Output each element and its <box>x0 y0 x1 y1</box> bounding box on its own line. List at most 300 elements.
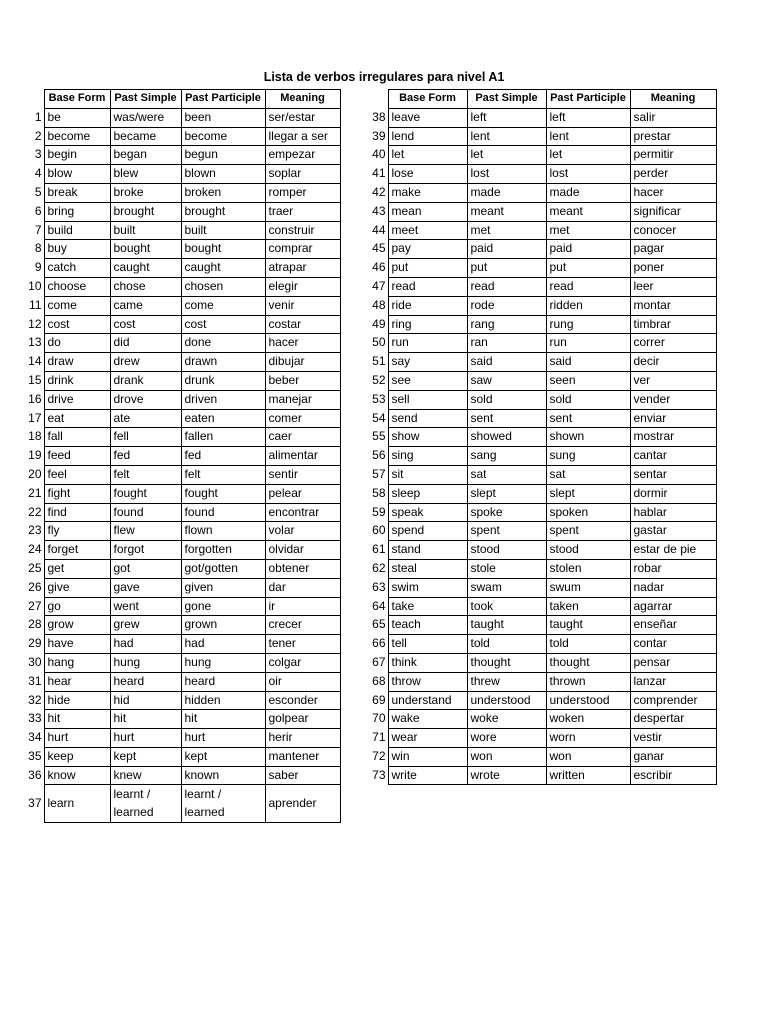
past-participle-cell: taken <box>546 597 630 616</box>
base-form-header: Base Form <box>388 90 467 109</box>
base-form-cell: sleep <box>388 484 467 503</box>
past-simple-cell: met <box>467 221 546 240</box>
past-participle-cell: run <box>546 334 630 353</box>
table-row <box>22 616 340 635</box>
base-form-cell: tell <box>388 635 467 654</box>
base-form-cell: speak <box>388 503 467 522</box>
table-row <box>352 127 716 146</box>
past-simple-cell: left <box>467 108 546 127</box>
row-number: 9 <box>34 260 42 275</box>
base-form-cell: sell <box>388 390 467 409</box>
base-form-cell: wear <box>388 729 467 748</box>
past-simple-cell: began <box>110 146 181 165</box>
past-simple-cell: made <box>467 183 546 202</box>
table-row <box>352 334 716 353</box>
past-participle-cell: lent <box>546 127 630 146</box>
past-simple-cell: hung <box>110 653 181 672</box>
meaning-cell: enseñar <box>630 616 716 635</box>
row-number: 1 <box>34 109 42 124</box>
table-row <box>22 672 340 691</box>
table-row <box>22 597 340 616</box>
row-number: 35 <box>28 748 42 763</box>
past-participle-cell: driven <box>181 390 265 409</box>
meaning-cell: pagar <box>630 240 716 259</box>
past-simple-cell: hurt <box>110 729 181 748</box>
table-row <box>352 296 716 315</box>
past-participle-cell: kept <box>181 747 265 766</box>
meaning-cell: alimentar <box>265 447 340 466</box>
past-simple-cell: lost <box>467 165 546 184</box>
past-participle-cell: understood <box>546 691 630 710</box>
base-form-cell: send <box>388 409 467 428</box>
past-participle-cell: begun <box>181 146 265 165</box>
base-form-cell: keep <box>44 747 110 766</box>
table-row <box>352 616 716 635</box>
past-participle-cell: ridden <box>546 296 630 315</box>
base-form-cell: steal <box>388 559 467 578</box>
row-number: 60 <box>372 523 386 538</box>
past-simple-cell: flew <box>110 522 181 541</box>
base-form-cell: think <box>388 653 467 672</box>
table-row <box>352 353 716 372</box>
row-number: 43 <box>372 203 386 218</box>
past-simple-cell: became <box>110 127 181 146</box>
table-row <box>22 240 340 259</box>
meaning-cell: lanzar <box>630 672 716 691</box>
row-number: 21 <box>28 485 42 500</box>
row-number: 27 <box>28 598 42 613</box>
meaning-cell: volar <box>265 522 340 541</box>
meaning-cell: comprender <box>630 691 716 710</box>
past-simple-cell: swam <box>467 578 546 597</box>
past-simple-cell: had <box>110 635 181 654</box>
base-form-cell: choose <box>44 277 110 296</box>
past-simple-cell: drew <box>110 353 181 372</box>
base-form-cell: fight <box>44 484 110 503</box>
row-number: 7 <box>34 222 42 237</box>
table-row <box>22 541 340 560</box>
past-participle-header: Past Participle <box>181 90 265 109</box>
row-number: 71 <box>372 730 386 745</box>
meaning-cell: timbrar <box>630 315 716 334</box>
past-participle-cell: taught <box>546 616 630 635</box>
meaning-cell: despertar <box>630 710 716 729</box>
meaning-cell: enviar <box>630 409 716 428</box>
past-participle-cell: put <box>546 259 630 278</box>
past-participle-cell: slept <box>546 484 630 503</box>
row-number: 18 <box>28 429 42 444</box>
meaning-cell: caer <box>265 428 340 447</box>
base-form-cell: hear <box>44 672 110 691</box>
base-form-cell: throw <box>388 672 467 691</box>
past-participle-cell: lost <box>546 165 630 184</box>
base-form-cell: go <box>44 597 110 616</box>
verb-rows-right <box>352 108 716 785</box>
row-number: 20 <box>28 466 42 481</box>
past-participle-cell: worn <box>546 729 630 748</box>
past-participle-cell: been <box>181 108 265 127</box>
row-number: 36 <box>28 767 42 782</box>
row-number: 62 <box>372 560 386 575</box>
row-number: 13 <box>28 335 42 350</box>
past-participle-cell: hurt <box>181 729 265 748</box>
meaning-cell: mantener <box>265 747 340 766</box>
meaning-cell: oir <box>265 672 340 691</box>
past-simple-cell: came <box>110 296 181 315</box>
past-participle-cell: brought <box>181 202 265 221</box>
table-row <box>22 635 340 654</box>
past-participle-cell: had <box>181 635 265 654</box>
past-simple-cell: understood <box>467 691 546 710</box>
past-simple-cell: threw <box>467 672 546 691</box>
past-participle-cell: eaten <box>181 409 265 428</box>
meaning-cell: poner <box>630 259 716 278</box>
past-participle-cell: seen <box>546 371 630 390</box>
base-form-cell: get <box>44 559 110 578</box>
table-row <box>352 635 716 654</box>
table-header-row <box>22 90 340 109</box>
table-row <box>22 729 340 748</box>
table-row <box>352 465 716 484</box>
meaning-cell: vestir <box>630 729 716 748</box>
base-form-cell: take <box>388 597 467 616</box>
row-number: 61 <box>372 542 386 557</box>
row-number: 8 <box>34 241 42 256</box>
meaning-cell: dormir <box>630 484 716 503</box>
base-form-cell: ride <box>388 296 467 315</box>
base-form-cell: be <box>44 108 110 127</box>
meaning-cell: traer <box>265 202 340 221</box>
table-row <box>352 766 716 785</box>
meaning-cell: atrapar <box>265 259 340 278</box>
base-form-cell: feed <box>44 447 110 466</box>
meaning-cell: decir <box>630 353 716 372</box>
verb-table-left <box>22 89 341 823</box>
base-form-cell: lose <box>388 165 467 184</box>
row-number: 55 <box>372 429 386 444</box>
meaning-cell: olvidar <box>265 541 340 560</box>
row-number: 68 <box>372 673 386 688</box>
past-simple-header: Past Simple <box>110 90 181 109</box>
past-participle-cell: fought <box>181 484 265 503</box>
past-participle-cell: hung <box>181 653 265 672</box>
past-participle-cell: thought <box>546 653 630 672</box>
past-simple-cell: kept <box>110 747 181 766</box>
meaning-cell: costar <box>265 315 340 334</box>
table-row <box>22 315 340 334</box>
past-participle-cell: learnt / learned <box>181 785 265 823</box>
meaning-cell: gastar <box>630 522 716 541</box>
table-row <box>352 729 716 748</box>
meaning-cell: sentar <box>630 465 716 484</box>
table-row <box>22 353 340 372</box>
past-simple-cell: blew <box>110 165 181 184</box>
past-participle-cell: fallen <box>181 428 265 447</box>
past-simple-cell: paid <box>467 240 546 259</box>
row-number: 47 <box>372 278 386 293</box>
meaning-cell: cantar <box>630 447 716 466</box>
past-participle-cell: meant <box>546 202 630 221</box>
past-simple-cell: showed <box>467 428 546 447</box>
base-form-cell: understand <box>388 691 467 710</box>
meaning-cell: construir <box>265 221 340 240</box>
table-row <box>22 296 340 315</box>
past-simple-cell: won <box>467 747 546 766</box>
row-number: 2 <box>34 128 42 143</box>
past-simple-cell: broke <box>110 183 181 202</box>
past-simple-cell: put <box>467 259 546 278</box>
meaning-cell: ver <box>630 371 716 390</box>
row-number: 53 <box>372 391 386 406</box>
table-row <box>352 672 716 691</box>
meaning-cell: llegar a ser <box>265 127 340 146</box>
past-simple-cell: woke <box>467 710 546 729</box>
meaning-cell: hablar <box>630 503 716 522</box>
row-number: 63 <box>372 579 386 594</box>
past-participle-cell: broken <box>181 183 265 202</box>
past-simple-cell: said <box>467 353 546 372</box>
past-simple-cell: sang <box>467 447 546 466</box>
meaning-cell: nadar <box>630 578 716 597</box>
past-simple-cell: fell <box>110 428 181 447</box>
base-form-cell: have <box>44 635 110 654</box>
base-form-cell: become <box>44 127 110 146</box>
base-form-cell: hurt <box>44 729 110 748</box>
table-row <box>22 277 340 296</box>
meaning-header: Meaning <box>630 90 716 109</box>
row-number: 67 <box>372 654 386 669</box>
meaning-cell: significar <box>630 202 716 221</box>
row-number: 4 <box>34 166 42 181</box>
table-row <box>352 747 716 766</box>
past-simple-cell: sent <box>467 409 546 428</box>
past-simple-cell: cost <box>110 315 181 334</box>
row-number: 17 <box>28 410 42 425</box>
table-row <box>352 371 716 390</box>
row-number: 45 <box>372 241 386 256</box>
table-row <box>352 146 716 165</box>
meaning-cell: vender <box>630 390 716 409</box>
past-simple-cell: spent <box>467 522 546 541</box>
base-form-cell: draw <box>44 353 110 372</box>
meaning-cell: elegir <box>265 277 340 296</box>
past-participle-cell: chosen <box>181 277 265 296</box>
past-participle-cell: told <box>546 635 630 654</box>
table-row <box>352 390 716 409</box>
base-form-cell: leave <box>388 108 467 127</box>
base-form-cell: give <box>44 578 110 597</box>
past-participle-cell: done <box>181 334 265 353</box>
row-number: 40 <box>372 147 386 162</box>
meaning-cell: colgar <box>265 653 340 672</box>
past-simple-cell: was/were <box>110 108 181 127</box>
past-simple-cell: drank <box>110 371 181 390</box>
base-form-cell: come <box>44 296 110 315</box>
meaning-cell: leer <box>630 277 716 296</box>
past-participle-cell: given <box>181 578 265 597</box>
row-number: 69 <box>372 692 386 707</box>
past-participle-cell: fed <box>181 447 265 466</box>
row-number: 58 <box>372 485 386 500</box>
past-participle-cell: met <box>546 221 630 240</box>
past-participle-cell: caught <box>181 259 265 278</box>
meaning-cell: manejar <box>265 390 340 409</box>
past-simple-cell: wore <box>467 729 546 748</box>
past-participle-cell: known <box>181 766 265 785</box>
base-form-cell: let <box>388 146 467 165</box>
past-simple-cell: rode <box>467 296 546 315</box>
table-row <box>352 315 716 334</box>
past-simple-cell: lent <box>467 127 546 146</box>
past-participle-cell: sold <box>546 390 630 409</box>
past-participle-cell: thrown <box>546 672 630 691</box>
past-participle-cell: sung <box>546 447 630 466</box>
table-row <box>22 108 340 127</box>
past-participle-cell: won <box>546 747 630 766</box>
table-row <box>22 202 340 221</box>
base-form-cell: win <box>388 747 467 766</box>
past-simple-cell: ran <box>467 334 546 353</box>
table-row <box>22 428 340 447</box>
past-simple-header: Past Simple <box>467 90 546 109</box>
past-participle-cell: written <box>546 766 630 785</box>
table-row <box>22 259 340 278</box>
past-simple-cell: got <box>110 559 181 578</box>
row-number: 26 <box>28 579 42 594</box>
past-simple-cell: felt <box>110 465 181 484</box>
table-row <box>22 221 340 240</box>
meaning-cell: empezar <box>265 146 340 165</box>
past-simple-cell: sold <box>467 390 546 409</box>
row-number: 70 <box>372 711 386 726</box>
past-simple-cell: fought <box>110 484 181 503</box>
row-number: 25 <box>28 560 42 575</box>
base-form-cell: say <box>388 353 467 372</box>
table-row <box>352 221 716 240</box>
table-row <box>352 653 716 672</box>
row-number: 56 <box>372 448 386 463</box>
meaning-cell: salir <box>630 108 716 127</box>
past-participle-cell: let <box>546 146 630 165</box>
past-participle-cell: built <box>181 221 265 240</box>
past-simple-cell: caught <box>110 259 181 278</box>
past-participle-cell: heard <box>181 672 265 691</box>
table-row <box>22 165 340 184</box>
base-form-cell: eat <box>44 409 110 428</box>
row-number: 12 <box>28 316 42 331</box>
table-row <box>352 710 716 729</box>
meaning-header: Meaning <box>265 90 340 109</box>
table-row <box>352 277 716 296</box>
base-form-cell: hang <box>44 653 110 672</box>
row-number: 73 <box>372 767 386 782</box>
table-row <box>22 522 340 541</box>
row-number: 44 <box>372 222 386 237</box>
table-row <box>22 484 340 503</box>
past-participle-cell: hidden <box>181 691 265 710</box>
base-form-cell: blow <box>44 165 110 184</box>
meaning-cell: pensar <box>630 653 716 672</box>
past-participle-cell: swum <box>546 578 630 597</box>
past-simple-cell: learnt / learned <box>110 785 181 823</box>
row-number: 41 <box>372 166 386 181</box>
past-simple-cell: taught <box>467 616 546 635</box>
base-form-cell: learn <box>44 785 110 823</box>
table-row <box>22 447 340 466</box>
base-form-cell: make <box>388 183 467 202</box>
meaning-cell: soplar <box>265 165 340 184</box>
past-simple-cell: fed <box>110 447 181 466</box>
base-form-cell: hide <box>44 691 110 710</box>
row-number: 10 <box>28 278 42 293</box>
past-simple-cell: did <box>110 334 181 353</box>
table-row <box>22 390 340 409</box>
meaning-cell: ir <box>265 597 340 616</box>
past-participle-cell: paid <box>546 240 630 259</box>
past-participle-cell: said <box>546 353 630 372</box>
row-number: 31 <box>28 673 42 688</box>
past-participle-cell: sent <box>546 409 630 428</box>
meaning-cell: robar <box>630 559 716 578</box>
table-row <box>352 202 716 221</box>
row-number: 5 <box>34 184 42 199</box>
table-row <box>22 183 340 202</box>
past-participle-cell: felt <box>181 465 265 484</box>
row-number: 14 <box>28 354 42 369</box>
past-participle-cell: forgotten <box>181 541 265 560</box>
past-participle-cell: found <box>181 503 265 522</box>
past-simple-cell: stole <box>467 559 546 578</box>
past-participle-cell: drawn <box>181 353 265 372</box>
past-participle-cell: left <box>546 108 630 127</box>
meaning-cell: perder <box>630 165 716 184</box>
row-number: 16 <box>28 391 42 406</box>
meaning-cell: beber <box>265 371 340 390</box>
past-participle-cell: sat <box>546 465 630 484</box>
table-row <box>22 747 340 766</box>
past-participle-cell: blown <box>181 165 265 184</box>
row-number: 72 <box>372 748 386 763</box>
past-participle-cell: shown <box>546 428 630 447</box>
meaning-cell: conocer <box>630 221 716 240</box>
past-simple-cell: thought <box>467 653 546 672</box>
table-row <box>352 183 716 202</box>
base-form-cell: meet <box>388 221 467 240</box>
meaning-cell: herir <box>265 729 340 748</box>
base-form-cell: stand <box>388 541 467 560</box>
table-row <box>22 465 340 484</box>
base-form-cell: drink <box>44 371 110 390</box>
table-row <box>352 428 716 447</box>
row-number: 52 <box>372 372 386 387</box>
meaning-cell: mostrar <box>630 428 716 447</box>
row-number: 59 <box>372 504 386 519</box>
meaning-cell: pelear <box>265 484 340 503</box>
table-row <box>352 240 716 259</box>
base-form-cell: catch <box>44 259 110 278</box>
row-number-header <box>22 90 44 109</box>
base-form-cell: read <box>388 277 467 296</box>
table-row <box>22 766 340 785</box>
meaning-cell: comprar <box>265 240 340 259</box>
table-row <box>22 653 340 672</box>
meaning-cell: encontrar <box>265 503 340 522</box>
table-row <box>22 710 340 729</box>
row-number: 29 <box>28 636 42 651</box>
past-participle-cell: come <box>181 296 265 315</box>
meaning-cell: dibujar <box>265 353 340 372</box>
base-form-cell: build <box>44 221 110 240</box>
